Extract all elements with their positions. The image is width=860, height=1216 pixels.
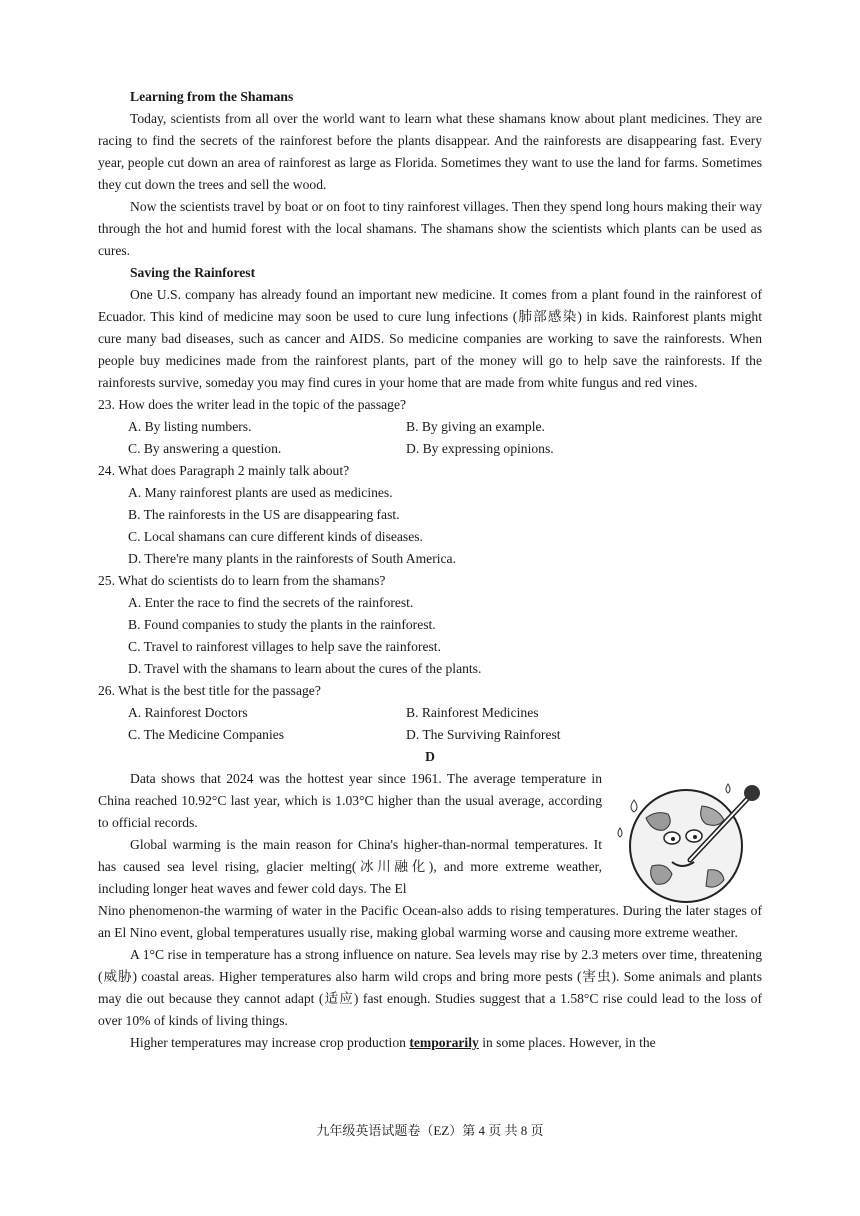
answer-option: D. The Surviving Rainforest — [406, 727, 561, 742]
answer-option: C. Travel to rainforest villages to help save the rainforest. — [128, 639, 441, 654]
paragraph-d1: Data shows that 2024 was the hottest year since 1961. The average temperature in China reached 10.92°C last year, which is 1.03°C higher than the usual average, according to official records. — [98, 771, 602, 830]
paragraph-d3: A 1°C rise in temperature has a strong influence on nature. Sea levels may rise by 2.3 meters over time, threatening (威胁) coastal areas. Higher temperatures also harm wild crops and bring more pests (害虫). Some animals and plants may die out because they cannot adapt (适应) fast enough. Studies suggest that a 1.58°C rise could lead to the loss of over 10% of kinds of living things. — [98, 947, 762, 1028]
answer-option-row — [128, 416, 762, 438]
answer-option: A. By listing numbers. — [128, 419, 252, 434]
page-footer: 九年级英语试题卷（EZ）第 4 页 共 8 页 — [316, 1123, 544, 1138]
answer-option: C. By answering a question. — [128, 441, 282, 456]
answer-option: A. Many rainforest plants are used as medicines. — [128, 485, 393, 500]
question-stem: 26. What is the best title for the passage? — [98, 683, 321, 698]
answer-option: A. Rainforest Doctors — [128, 705, 248, 720]
section-heading-saving: Saving the Rainforest — [130, 265, 256, 280]
paragraph-d2-part1: Global warming is the main reason for China's higher-than-normal temperatures. It has caused sea level rising, glacier melting(冰川融化), and more extreme weather, including longer heat waves and fewer cold days. The El — [98, 837, 602, 896]
sweating-earth-thermometer-illustration — [616, 778, 766, 908]
keyword-temporarily: temporarily — [409, 1035, 479, 1050]
passage-d-narrow-column — [98, 768, 602, 900]
earth-icon — [616, 778, 766, 908]
paragraph-d4-text-after: in some places. However, in the — [478, 1035, 656, 1050]
paragraph-d2-part2: Nino phenomenon-the warming of water in the Pacific Ocean-also adds to rising temperatures. During the later stages of an El Nino event, global temperatures usually rise, making global warming worse and causing more extreme weather. — [98, 903, 762, 940]
answer-option: B. Rainforest Medicines — [406, 705, 539, 720]
question-list — [98, 394, 762, 746]
page-content — [98, 86, 762, 1054]
answer-option: C. Local shamans can cure different kinds of diseases. — [128, 529, 423, 544]
answer-option-row — [128, 724, 762, 746]
answer-option: B. By giving an example. — [406, 419, 545, 434]
question-block — [98, 680, 762, 746]
answer-option-row — [128, 438, 762, 460]
section-letter-d: D — [425, 749, 435, 764]
paragraph-c1: Today, scientists from all over the world want to learn what these shamans know about plant medicines. They are racing to find the secrets of the rainforest before the plants disappear. And the rainforests are disappearing fast. Every year, people cut down an area of rainforest as large as Florida. Sometimes they want to use the land for farms. Sometimes they cut down the trees and sell the wood. — [98, 111, 762, 192]
answer-option: A. Enter the race to find the secrets of the rainforest. — [128, 595, 414, 610]
answer-options — [128, 592, 762, 680]
paragraph-d4 — [98, 1032, 762, 1054]
answer-option: B. The rainforests in the US are disappearing fast. — [128, 507, 400, 522]
answer-options — [128, 702, 762, 746]
paragraph-c3: One U.S. company has already found an important new medicine. It comes from a plant found in the rainforest of Ecuador. This kind of medicine may soon be used to cure lung infections (肺部感染) in kids. Rainforest plants might cure many bad diseases, such as cancer and AIDS. So medicine companies are working to save the rainforests. When people buy medicines made from the rainforest plants, part of the money will go to help save the rainforests. If the rainforests survive, someday you may find cures in your home that are made from white fungus and red vines. — [98, 287, 762, 390]
answer-option-row — [128, 702, 762, 724]
question-block — [98, 394, 762, 460]
answer-option: B. Found companies to study the plants in the rainforest. — [128, 617, 436, 632]
question-stem: 25. What do scientists do to learn from the shamans? — [98, 573, 386, 588]
answer-option: D. Travel with the shamans to learn about the cures of the plants. — [128, 661, 482, 676]
answer-options — [128, 416, 762, 460]
question-stem: 23. How does the writer lead in the topic of the passage? — [98, 397, 407, 412]
question-stem: 24. What does Paragraph 2 mainly talk about? — [98, 463, 350, 478]
passage-d-top — [98, 768, 762, 900]
question-block — [98, 570, 762, 680]
section-heading-learning: Learning from the Shamans — [130, 89, 294, 104]
question-block — [98, 460, 762, 570]
answer-option: D. There're many plants in the rainforests of South America. — [128, 551, 456, 566]
paragraph-c2: Now the scientists travel by boat or on foot to tiny rainforest villages. Then they spend long hours making their way through the hot and humid forest with the local shamans. The shamans show the scientists which plants can be used as cures. — [98, 199, 762, 258]
answer-option: C. The Medicine Companies — [128, 727, 285, 742]
answer-options — [128, 482, 762, 570]
paragraph-d4-text-before: Higher temperatures may increase crop production — [130, 1035, 410, 1050]
answer-option: D. By expressing opinions. — [406, 441, 554, 456]
